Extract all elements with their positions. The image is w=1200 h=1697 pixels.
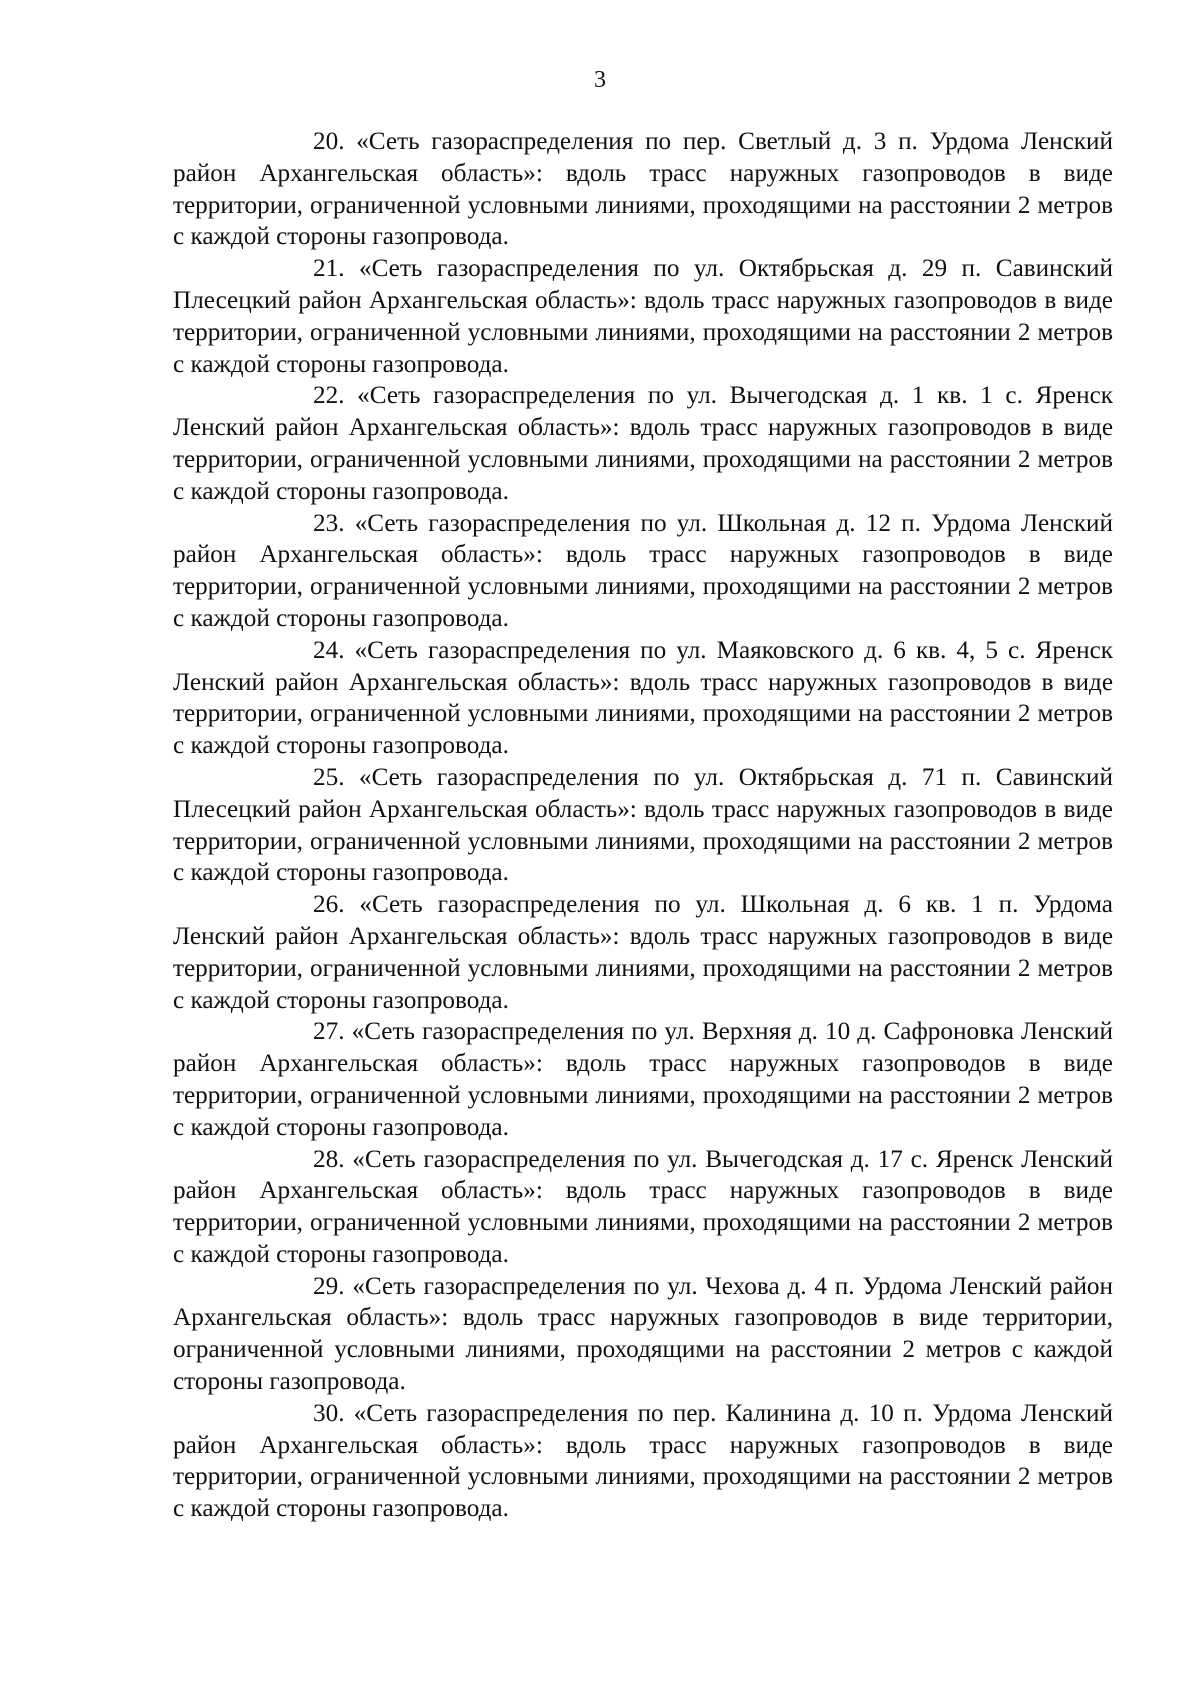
- item-number: 29.: [313, 1272, 345, 1300]
- item-text: «Сеть газораспределения по пер. Калинина д. 10 п. Урдома Ленский район Архангельская область»: вдоль трасс наружных газопроводов в виде территории, ограниченной условными линиями, проходящими на расстоянии 2 метров с каждой стороны газопровода.: [173, 1399, 1114, 1523]
- list-item: [173, 1398, 1113, 1525]
- list-item: [173, 635, 1113, 762]
- item-text: «Сеть газораспределения по пер. Светлый д. 3 п. Урдома Ленский район Архангельская область»: вдоль трасс наружных газопроводов в виде территории, ограниченной условными линиями, проходящими на расстоянии 2 метров с каждой стороны газопровода.: [173, 128, 1113, 251]
- item-number: 22.: [313, 382, 345, 410]
- list-item: [173, 1271, 1113, 1398]
- item-text: «Сеть газораспределения по ул. Вычегодская д. 17 с. Яренск Ленский район Архангельская область»: вдоль трасс наружных газопроводов в виде территории, ограниченной условными линиями, проходящими на расстоянии 2 метров с каждой стороны газопровода.: [173, 1145, 1114, 1268]
- list-item: [173, 253, 1113, 380]
- list-item: [173, 126, 1113, 253]
- item-number: 26.: [313, 891, 345, 919]
- item-text: «Сеть газораспределения по ул. Верхняя д. 10 д. Сафроновка Ленский район Архангельская область»: вдоль трасс наружных газопроводов в виде территории, ограниченной условными линиями, проходящими на расстоянии 2 метров с каждой стороны газопровода.: [173, 1018, 1114, 1141]
- item-number: 27.: [313, 1018, 345, 1046]
- page-number: 3: [594, 67, 606, 93]
- list-item: [173, 380, 1113, 507]
- item-number: 23.: [313, 509, 345, 537]
- list-item: [173, 1016, 1113, 1143]
- item-text: «Сеть газораспределения по ул. Маяковского д. 6 кв. 4, 5 с. Яренск Ленский район Архангельская область»: вдоль трасс наружных газопроводов в виде территории, ограниченной условными линиями, проходящими на расстоянии 2 метров с каждой стороны газопровода.: [173, 636, 1114, 760]
- item-text: «Сеть газораспределения по ул. Октябрьская д. 29 п. Савинский Плесецкий район Архангельская область»: вдоль трасс наружных газопроводов в виде территории, ограниченной условными линиями, проходящими на расстоянии 2 метров с каждой стороны газопровода.: [173, 255, 1113, 378]
- item-text: «Сеть газораспределения по ул. Октябрьская д. 71 п. Савинский Плесецкий район Архангельская область»: вдоль трасс наружных газопроводов в виде территории, ограниченной условными линиями, проходящими на расстоянии 2 метров с каждой стороны газопровода.: [173, 763, 1113, 887]
- list-item: [173, 508, 1113, 635]
- list-item: [173, 762, 1113, 889]
- item-number: 20.: [313, 128, 345, 155]
- list-item: [173, 1144, 1113, 1271]
- document-body: [173, 126, 1113, 1525]
- item-text: «Сеть газораспределения по ул. Вычегодская д. 1 кв. 1 с. Яренск Ленский район Архангельская область»: вдоль трасс наружных газопроводов в виде территории, ограниченной условными линиями, проходящими на расстоянии 2 метров с каждой стороны газопровода.: [173, 382, 1113, 505]
- item-text: «Сеть газораспределения по ул. Школьная д. 6 кв. 1 п. Урдома Ленский район Архангельская область»: вдоль трасс наружных газопроводов в виде территории, ограниченной условными линиями, проходящими на расстоянии 2 метров с каждой стороны газопровода.: [173, 891, 1113, 1014]
- item-text: «Сеть газораспределения по ул. Школьная д. 12 п. Урдома Ленский район Архангельская область»: вдоль трасс наружных газопроводов в виде территории, ограниченной условными линиями, проходящими на расстоянии 2 метров с каждой стороны газопровода.: [173, 509, 1113, 632]
- item-number: 30.: [313, 1399, 345, 1427]
- item-number: 25.: [313, 763, 345, 791]
- list-item: [173, 889, 1113, 1016]
- item-number: 21.: [313, 255, 345, 283]
- item-number: 24.: [313, 636, 345, 664]
- item-number: 28.: [313, 1145, 345, 1173]
- item-text: «Сеть газораспределения по ул. Чехова д. 4 п. Урдома Ленский район Архангельская область»: вдоль трасс наружных газопроводов в виде территории, ограниченной условными линиями, проходящими на расстоянии 2 метров с каждой стороны газопровода.: [173, 1272, 1114, 1396]
